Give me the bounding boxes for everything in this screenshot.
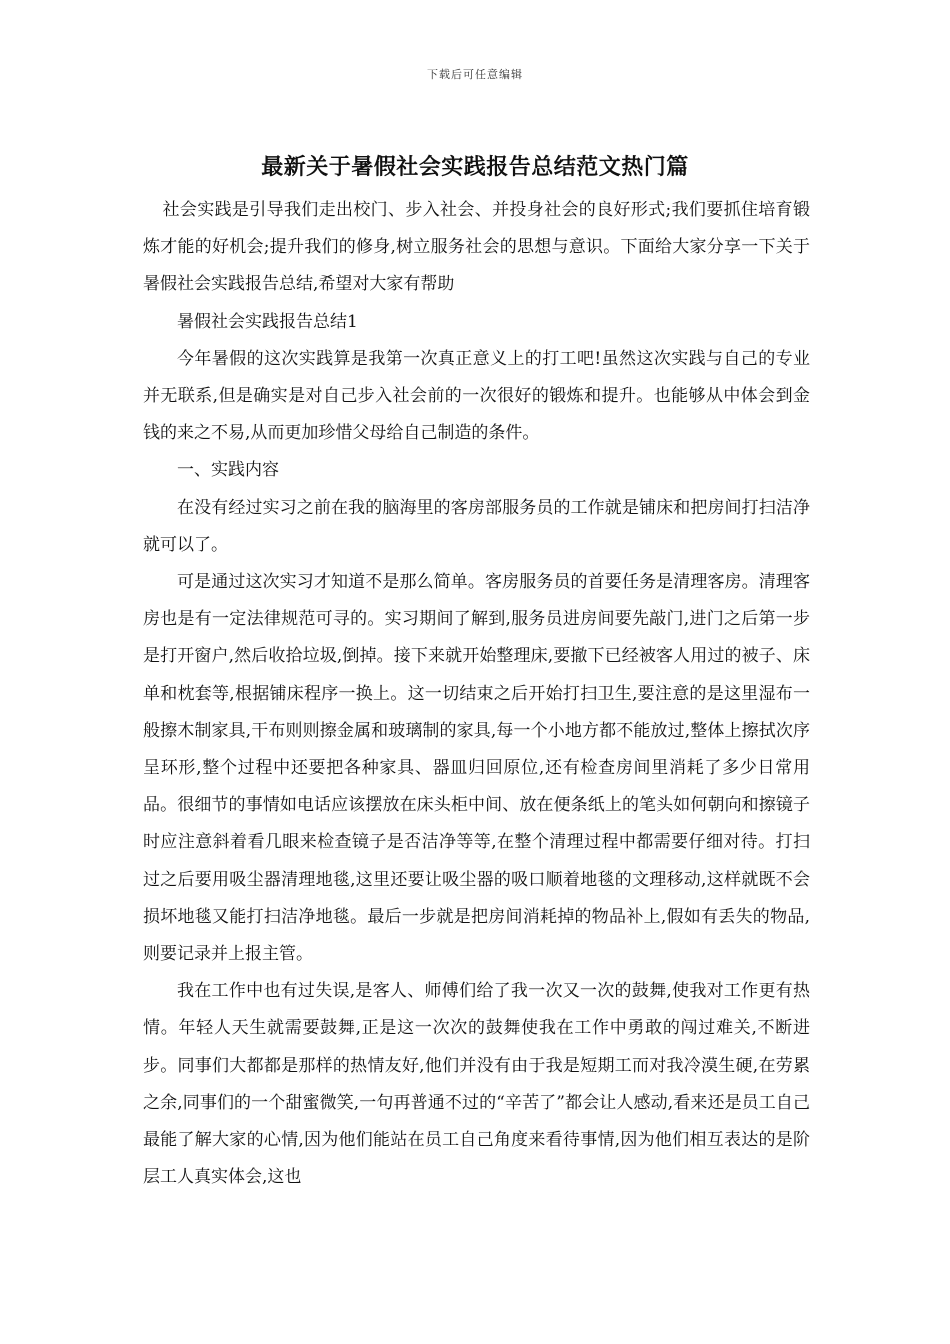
subsection-heading: 一、实践内容 <box>177 460 279 481</box>
document-body <box>143 192 810 1196</box>
section-heading: 暑假社会实践报告总结1 <box>177 311 358 332</box>
body-paragraph: 可是通过这次实习才知道不是那么简单。客房服务员的首要任务是清理客房。清理客房也是有一定法律规范可寻的。实习期间了解到,服务员进房间要先敲门,进门之后第一步是打开窗户,然后收拾垃圾,倒掉。接下来就开始整理床,要撤下已经被客人用过的被子、床单和枕套等,根据铺床程序一换上。这一切结束之后开始打扫卫生,要注意的是这里湿布一般擦木制家具,干布则则擦金属和玻璃制的家具,每一个小地方都不能放过,整体上擦拭次序呈环形,整个过程中还要把各种家具、器皿归回原位,还有检查房间里消耗了多少日常用品。很细节的事情如电话应该摆放在床头柜中间、放在便条纸上的笔头如何朝向和擦镜子时应注意斜着看几眼来检查镜子是否洁净等等,在整个清理过程中都需要仔细对待。打扫过之后要用吸尘器清理地毯,这里还要让吸尘器的吸口顺着地毯的文理移动,这样就既不会损坏地毯又能打扫洁净地毯。最后一步就是把房间消耗掉的物品补上,假如有丢失的物品,则要记录并上报主管。 <box>143 572 810 965</box>
body-paragraph: 在没有经过实习之前在我的脑海里的客房部服务员的工作就是铺床和把房间打扫洁净就可以了。 <box>143 497 810 555</box>
body-paragraph: 今年暑假的这次实践算是我第一次真正意义上的打工吧!虽然这次实践与自己的专业并无联系,但是确实是对自己步入社会前的一次很好的锻炼和提升。也能够从中体会到金钱的来之不易,从而更加珍惜父母给自己制造的条件。 <box>143 348 810 444</box>
document-title: 最新关于暑假社会实践报告总结范文热门篇 <box>261 154 689 180</box>
body-paragraph: 我在工作中也有过失误,是客人、师傅们给了我一次又一次的鼓舞,使我对工作更有热情。年轻人天生就需要鼓舞,正是这一次次的鼓舞使我在工作中勇敢的闯过难关,不断进步。同事们大都都是那样的热情友好,他们并没有由于我是短期工而对我冷漠生硬,在劳累之余,同事们的一个甜蜜微笑,一句再普通不过的“辛苦了”都会让人感动,看来还是员工自己最能了解大家的心情,因为他们能站在员工自己角度来看待事情,因为他们相互表达的是阶层工人真实体会,这也 <box>143 981 810 1188</box>
page-header-note: 下载后可任意编辑 <box>427 68 523 81</box>
intro-paragraph: 社会实践是引导我们走出校门、步入社会、并投身社会的良好形式;我们要抓住培育锻炼才能的好机会;提升我们的修身,树立服务社会的思想与意识。下面给大家分享一下关于暑假社会实践报告总结,希望对大家有帮助 <box>143 200 810 295</box>
